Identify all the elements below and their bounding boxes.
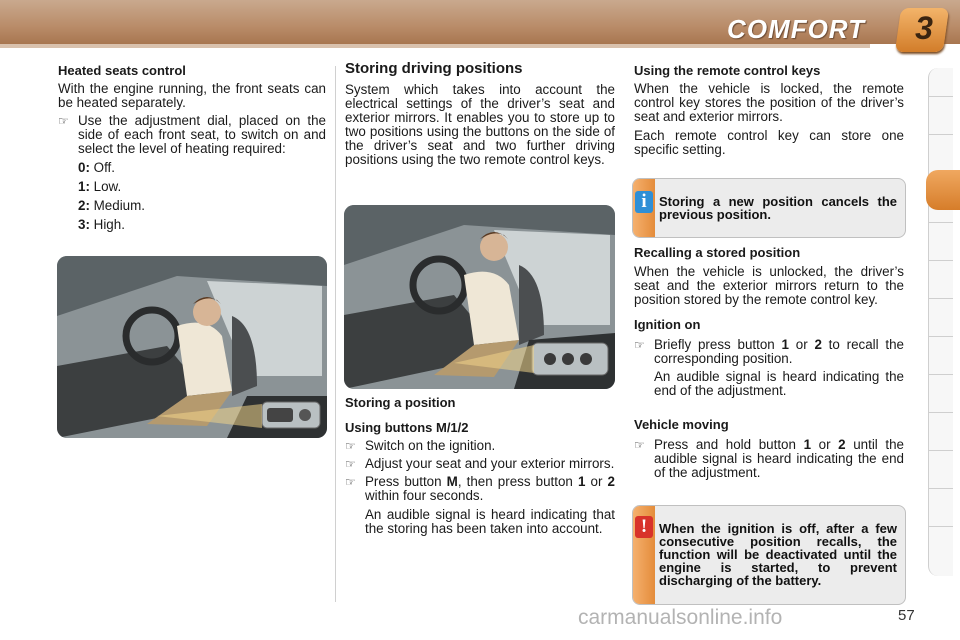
button-1-label: 1 [577,474,586,489]
info-note-text: Storing a new position cancels the previous position. [659,194,897,222]
level-item [58,180,326,194]
button-1-label: 1 [803,437,812,452]
info-icon: i [635,191,653,213]
level-label: High. [93,217,125,232]
step-text-or: or [811,437,839,452]
recall-text: When the vehicle is unlocked, the driver’s seat and the exterior mirrors return to the position stored by the remote control key. [634,264,904,307]
heated-seats-intro: With the engine running, the front seats can be heated separately. [58,81,326,110]
tab-divider [929,134,953,135]
step-text-post: until the audible signal is heard indicating the end of the adjustment. [654,437,904,480]
warning-note-text: When the ignition is off, after a few consecutive position recalls, the function will be deactivated until the engine is started, to prevent discharging of the battery. [659,521,897,588]
tab-divider [929,336,953,337]
step-ignition [345,439,615,453]
step-text-mid: , then press button [457,474,578,489]
tab-divider [929,374,953,375]
button-m-label: M [446,474,458,489]
vehicle-moving-heading: Vehicle moving [634,417,729,432]
level-key: 3: [78,217,90,232]
step-text-or: or [788,337,815,352]
button-1-label: 1 [781,337,789,352]
heated-seats-bullet [58,114,326,156]
vehicle-moving-step [634,438,904,480]
tab-comfort-active[interactable] [926,170,960,210]
step-text-post: to recall the corresponding position. [654,337,904,366]
pointing-hand-icon: ☞ [345,457,356,471]
level-label: Low. [93,179,122,194]
tab-divider [929,488,953,489]
step-text: Adjust your seat and your exterior mirrors. [365,456,615,471]
step-text-pre: Press and hold button [654,437,804,452]
ignition-on-heading: Ignition on [634,317,701,332]
car-interior-illustration [57,256,327,438]
level-item [58,218,326,232]
level-item [58,199,326,213]
recall-heading: Recalling a stored position [634,245,801,260]
page-number: 57 [898,607,915,624]
step-text: Switch on the ignition. [365,438,496,453]
button-2-label: 2 [607,474,615,489]
seat-memory-illustration [344,205,615,389]
level-label: Medium. [93,198,146,213]
storing-positions-heading: Storing driving positions [345,60,523,77]
page-header [0,0,960,58]
chapter-title: COMFORT [727,14,865,44]
memory-buttons-photo [344,205,615,389]
storing-steps-section [345,396,615,536]
step-text-post: within four seconds. [365,488,484,503]
chapter-tabs[interactable] [928,68,953,576]
tab-divider [929,298,953,299]
level-key: 2: [78,198,90,213]
step-press [345,475,615,503]
remote-keys-text-2: Each remote control key can store one specific setting. [634,128,904,157]
recall-section [634,246,904,480]
storing-positions-intro: System which takes into account the electrical settings of the driver’s seat and exterior mirrors. It enables you to store up to two positions using the buttons on the side of the driver’s seat and two further driving positions using the two remote control keys. [345,82,615,167]
step-adjust [345,457,615,471]
pointing-hand-icon: ☞ [634,338,645,352]
bullet-text: Use the adjustment dial, placed on the side of each front seat, to switch on and select the level of heating required: [78,113,326,156]
tab-divider [929,450,953,451]
using-buttons-heading: Using buttons M/1/2 [345,420,469,435]
step-text-pre: Briefly press button [654,337,782,352]
storing-positions-section [345,62,615,167]
exclamation-icon: ! [635,516,653,538]
level-item [58,161,326,175]
button-2-label: 2 [838,437,846,452]
heated-seats-section [58,64,326,232]
info-note [632,178,906,238]
storing-position-heading: Storing a position [345,395,456,410]
tab-divider [929,412,953,413]
pointing-hand-icon: ☞ [58,114,69,128]
chapter-number: 3 [915,10,933,46]
ignition-on-step [634,338,904,366]
ignition-audible-text: An audible signal is heard indicating the end of the adjustment. [654,369,904,398]
level-key: 1: [78,179,90,194]
level-key: 0: [78,160,90,175]
tab-divider [929,526,953,527]
heated-seat-photo [57,256,327,438]
pointing-hand-icon: ☞ [345,439,356,453]
column-divider [335,66,336,602]
remote-keys-section [634,64,904,157]
watermark: carmanualsonline.info [578,606,783,629]
step-text-pre: Press button [365,474,447,489]
tab-divider [929,222,953,223]
tab-divider [929,260,953,261]
pointing-hand-icon: ☞ [345,475,356,489]
tab-divider [929,96,953,97]
pointing-hand-icon: ☞ [634,438,645,452]
warning-note [632,505,906,605]
step-text-or: or [590,474,608,489]
level-label: Off. [93,160,115,175]
storing-audible-text: An audible signal is heard indicating that the storing has been taken into account. [365,507,615,536]
remote-keys-text-1: When the vehicle is locked, the remote control key stores the position of the driver’s seat and exterior mirrors. [634,81,904,124]
heated-seats-heading: Heated seats control [58,63,186,78]
remote-keys-heading: Using the remote control keys [634,63,821,78]
button-2-label: 2 [814,337,822,352]
